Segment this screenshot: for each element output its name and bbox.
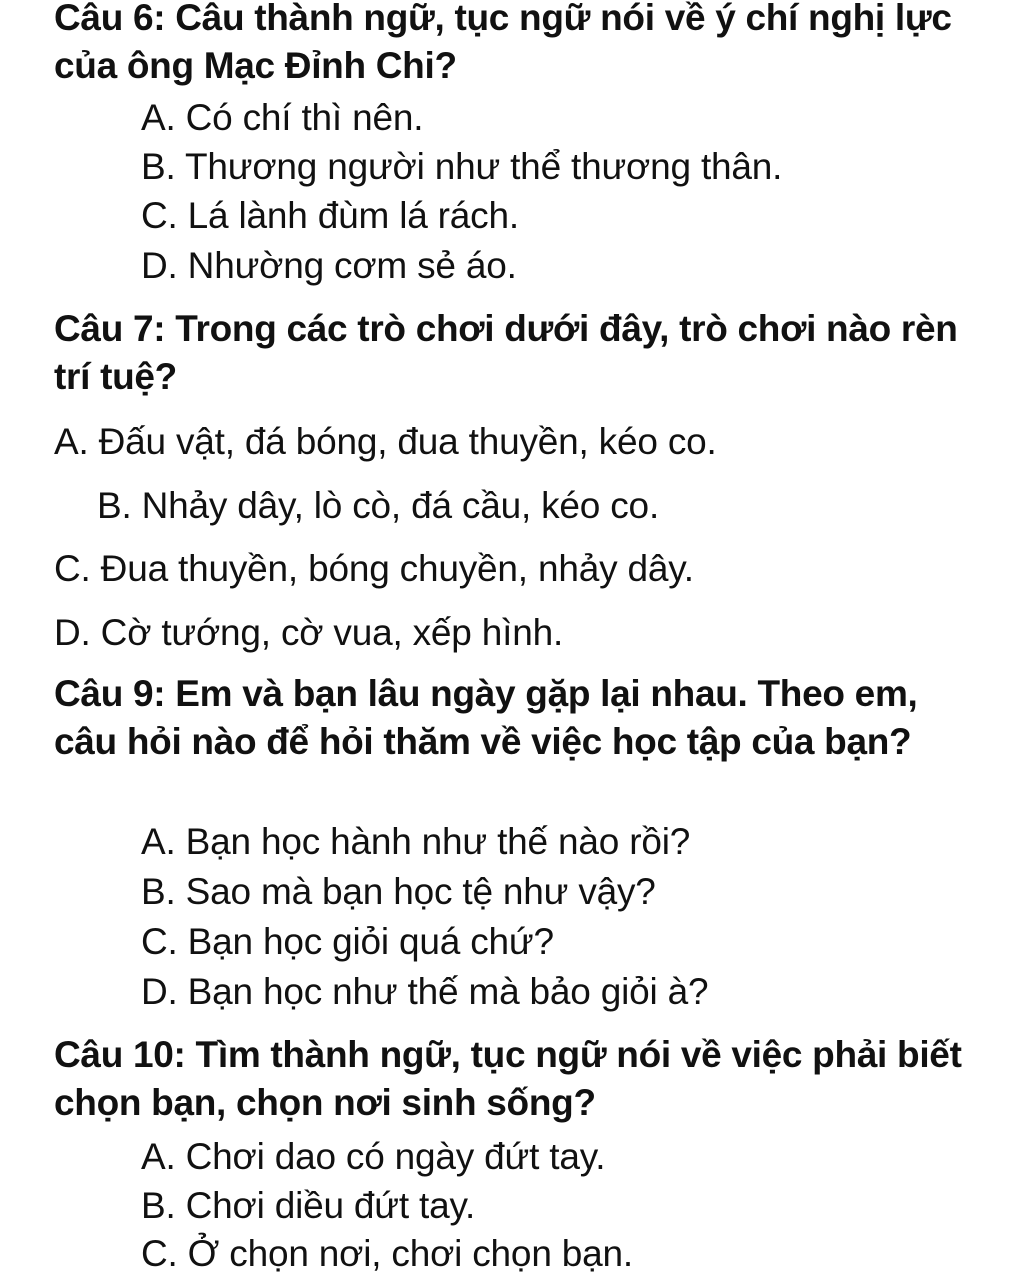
question-10-option-a: A. Chơi dao có ngày đứt tay. <box>141 1136 606 1177</box>
question-10-heading: Câu 10: Tìm thành ngữ, tục ngữ nói về việc phải biết chọn bạn, chọn nơi sinh sống? <box>54 1034 962 1123</box>
question-7-option-d: D. Cờ tướng, cờ vua, xếp hình. <box>54 612 564 653</box>
question-7-option-c: C. Đua thuyền, bóng chuyền, nhảy dây. <box>54 548 694 589</box>
question-6-option-a: A. Có chí thì nên. <box>141 97 424 138</box>
question-9-option-d: D. Bạn học như thế mà bảo giỏi à? <box>141 971 709 1012</box>
question-6-option-c: C. Lá lành đùm lá rách. <box>141 195 519 236</box>
question-7-heading: Câu 7: Trong các trò chơi dưới đây, trò chơi nào rèn trí tuệ? <box>54 308 958 397</box>
question-9-option-c: C. Bạn học giỏi quá chứ? <box>141 921 554 962</box>
question-9-option-a: A. Bạn học hành như thế nào rồi? <box>141 821 691 862</box>
question-6-heading: Câu 6: Câu thành ngữ, tục ngữ nói về ý chí nghị lực của ông Mạc Đỉnh Chi? <box>54 0 952 86</box>
question-6-option-d: D. Nhường cơm sẻ áo. <box>141 245 517 286</box>
question-7-option-b: B. Nhảy dây, lò cò, đá cầu, kéo co. <box>97 485 660 526</box>
question-9-option-b: B. Sao mà bạn học tệ như vậy? <box>141 871 656 912</box>
question-6-option-b: B. Thương người như thể thương thân. <box>141 146 783 187</box>
question-7-option-a: A. Đấu vật, đá bóng, đua thuyền, kéo co. <box>54 421 717 462</box>
question-10-option-c: C. Ở chọn nơi, chơi chọn bạn. <box>141 1233 633 1274</box>
question-9-heading: Câu 9: Em và bạn lâu ngày gặp lại nhau. Theo em, câu hỏi nào để hỏi thăm về việc học tập của bạn? <box>54 673 918 762</box>
question-10-option-b: B. Chơi diều đứt tay. <box>141 1185 476 1226</box>
